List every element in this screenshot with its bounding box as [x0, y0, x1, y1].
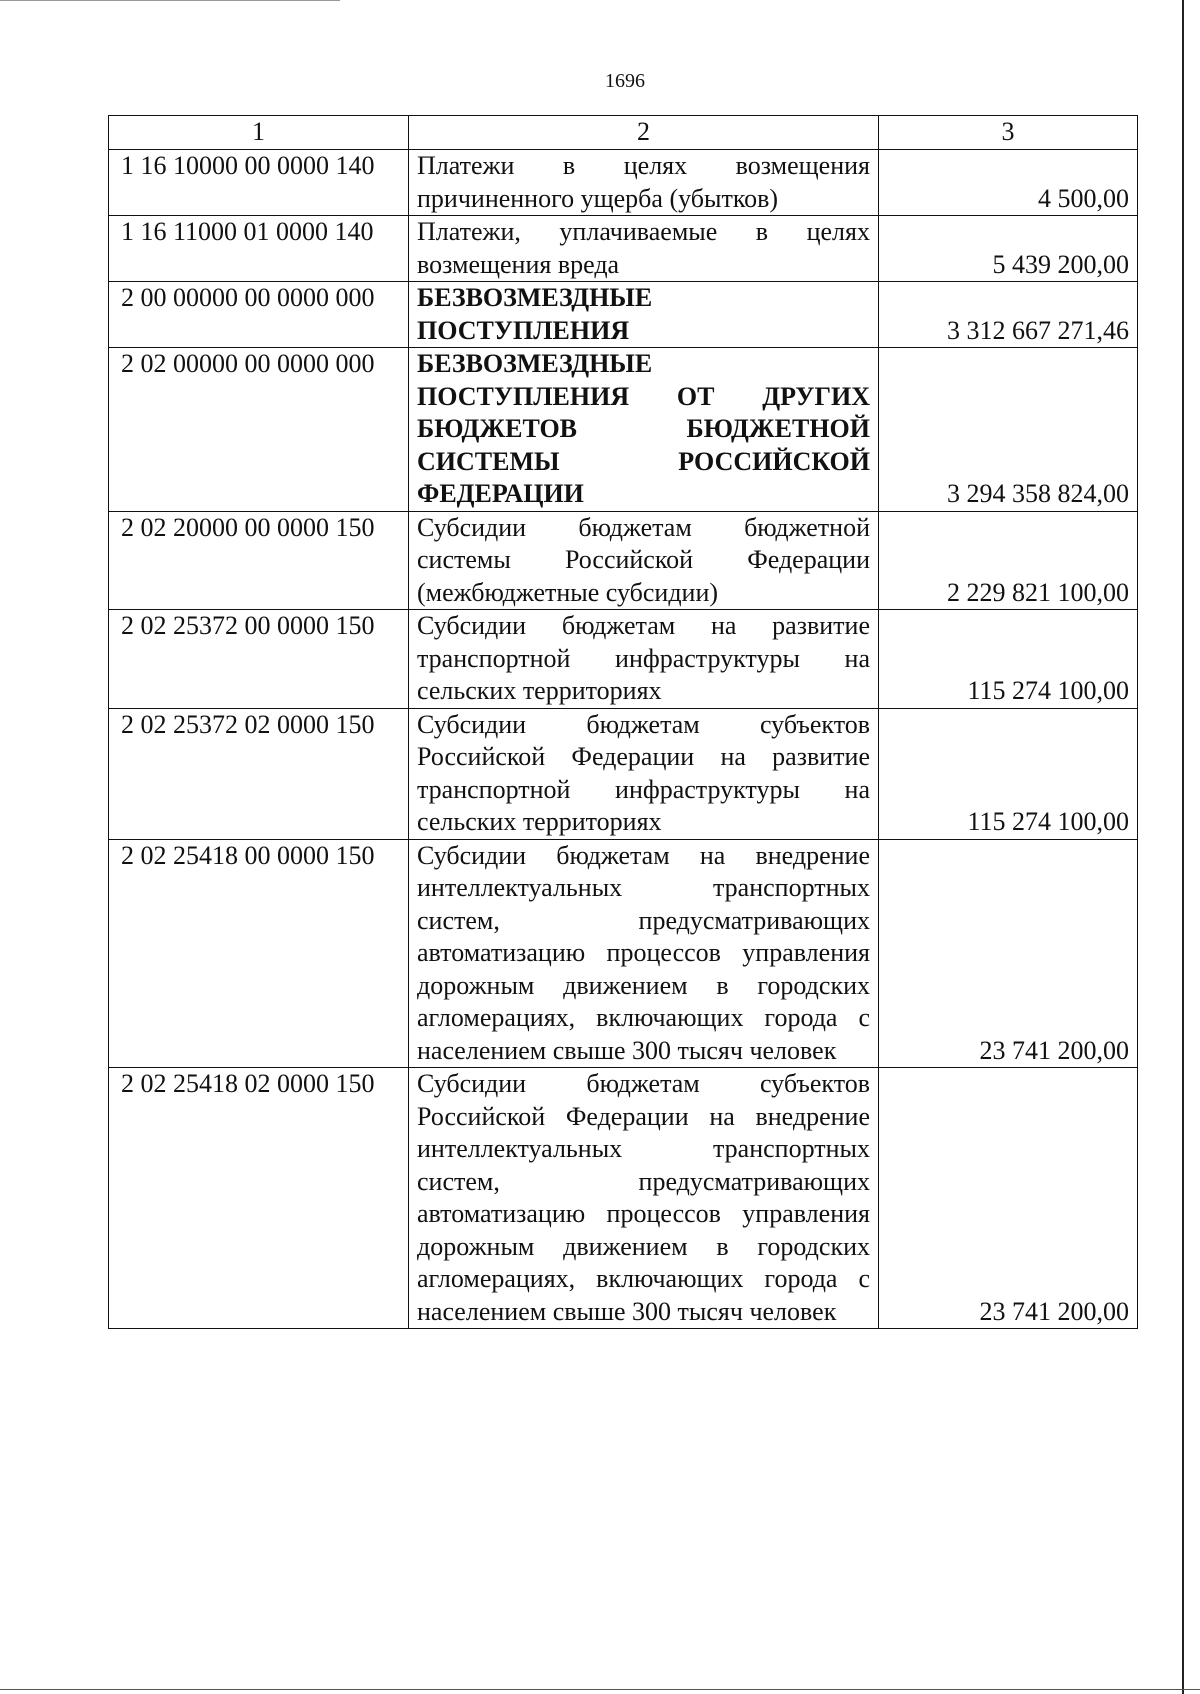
revenue-name-cell: Субсидии бюджетам на внедрение интеллектуальных транспортных систем, предусматривающих автоматизацию процессов управления дорожным движением в городских агломерациях, включающих города с населением свыше 300 тысяч человек	[409, 839, 879, 1068]
revenue-name-cell: Субсидии бюджетам субъектов Российской Федерации на внедрение интеллектуальных транспортных систем, предусматривающих автоматизацию процессов управления дорожным движением в городских агломерациях, включающих города с населением свыше 300 тысяч человек	[409, 1068, 879, 1329]
page-number: 1696	[605, 70, 645, 92]
column-header-3: 3	[879, 116, 1138, 150]
table-body	[109, 116, 1138, 1329]
revenue-name-cell: БЕЗВОЗМЕЗДНЫЕ ПОСТУПЛЕНИЯ	[409, 282, 879, 348]
budget-revenue-table	[108, 115, 1138, 1329]
table-row	[109, 511, 1138, 610]
amount-cell: 5 439 200,00	[879, 216, 1138, 282]
scan-edge-bottom	[0, 1689, 1200, 1690]
amount-cell: 23 741 200,00	[879, 1068, 1138, 1329]
table-row	[109, 150, 1138, 216]
budget-code-cell: 1 16 11000 01 0000 140	[109, 216, 409, 282]
scan-edge-top	[0, 0, 340, 1]
budget-code-cell: 2 02 25372 02 0000 150	[109, 708, 409, 839]
revenue-name-cell: Платежи, уплачиваемые в целях возмещения вреда	[409, 216, 879, 282]
budget-code-cell: 2 00 00000 00 0000 000	[109, 282, 409, 348]
table-row	[109, 216, 1138, 282]
revenue-name-cell: БЕЗВОЗМЕЗДНЫЕ ПОСТУПЛЕНИЯ ОТ ДРУГИХ БЮДЖЕТОВ БЮДЖЕТНОЙ СИСТЕМЫ РОССИЙСКОЙ ФЕДЕРАЦИИ	[409, 348, 879, 512]
budget-code-cell: 2 02 00000 00 0000 000	[109, 348, 409, 512]
budget-code-cell: 1 16 10000 00 0000 140	[109, 150, 409, 216]
budget-code-cell: 2 02 25418 00 0000 150	[109, 839, 409, 1068]
table-row	[109, 610, 1138, 709]
amount-cell: 115 274 100,00	[879, 708, 1138, 839]
amount-cell: 4 500,00	[879, 150, 1138, 216]
column-header-1: 1	[109, 116, 409, 150]
table-row	[109, 1068, 1138, 1329]
table-row	[109, 282, 1138, 348]
budget-code-cell: 2 02 25418 02 0000 150	[109, 1068, 409, 1329]
revenue-name-cell: Субсидии бюджетам субъектов Российской Федерации на развитие транспортной инфраструктуры на сельских территориях	[409, 708, 879, 839]
column-header-2: 2	[409, 116, 879, 150]
revenue-name-cell: Субсидии бюджетам на развитие транспортной инфраструктуры на сельских территориях	[409, 610, 879, 709]
amount-cell: 2 229 821 100,00	[879, 511, 1138, 610]
table-row	[109, 708, 1138, 839]
amount-cell: 115 274 100,00	[879, 610, 1138, 709]
table-row	[109, 839, 1138, 1068]
amount-cell: 3 312 667 271,46	[879, 282, 1138, 348]
scan-edge-right	[1182, 0, 1184, 1694]
revenue-name-cell: Субсидии бюджетам бюджетной системы Российской Федерации (межбюджетные субсидии)	[409, 511, 879, 610]
table-header-row	[109, 116, 1138, 150]
revenue-name-cell: Платежи в целях возмещения причиненного ущерба (убытков)	[409, 150, 879, 216]
amount-cell: 23 741 200,00	[879, 839, 1138, 1068]
budget-code-cell: 2 02 25372 00 0000 150	[109, 610, 409, 709]
budget-code-cell: 2 02 20000 00 0000 150	[109, 511, 409, 610]
table-row	[109, 348, 1138, 512]
amount-cell: 3 294 358 824,00	[879, 348, 1138, 512]
